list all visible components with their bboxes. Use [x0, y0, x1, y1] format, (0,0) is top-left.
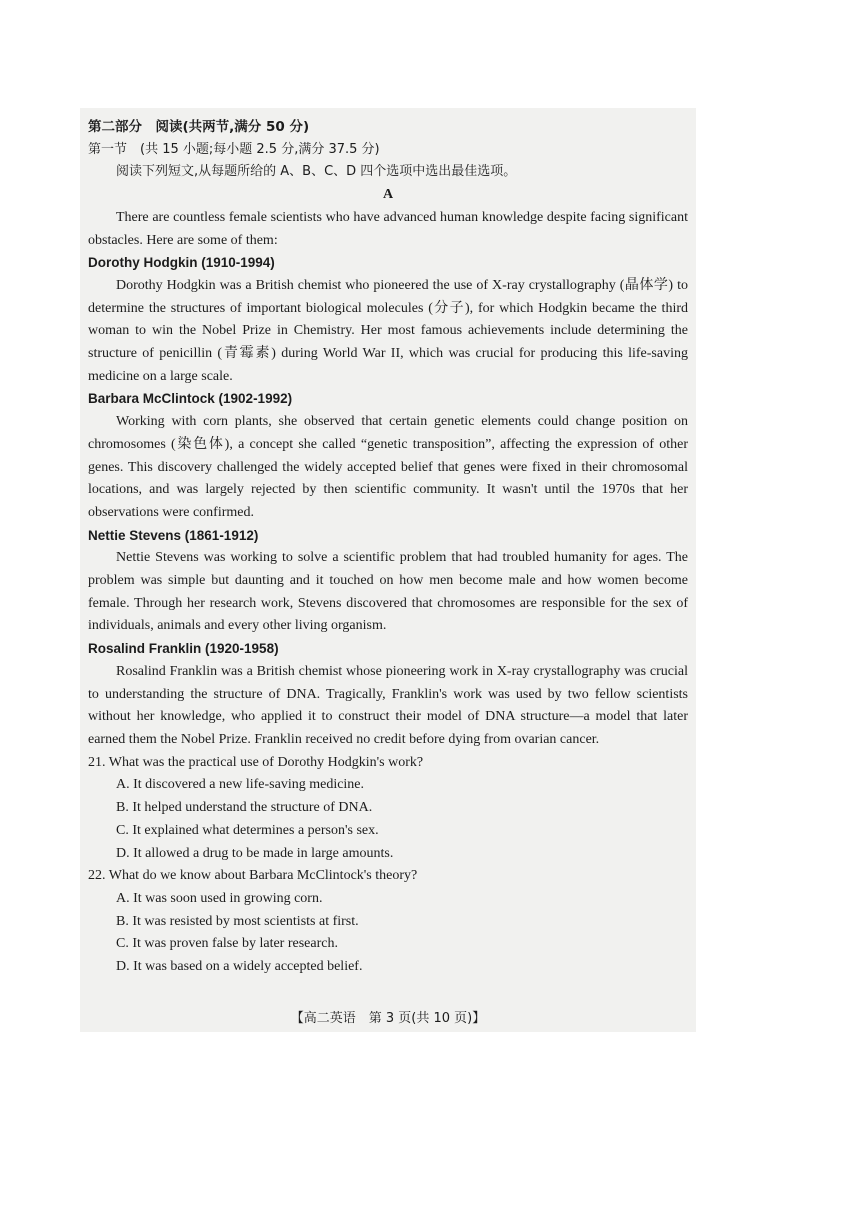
page-footer: 【高二英语 第 3 页(共 10 页)】	[290, 1011, 486, 1026]
scientist-name: Nettie Stevens (1861-1912)	[88, 527, 259, 543]
passage-intro: There are countless female scientists who have advanced human knowledge despite facing significant obstacles. Here are some of them:	[88, 209, 688, 248]
page-content	[88, 116, 688, 979]
answer-option: C. It explained what determines a person's sex.	[116, 822, 379, 838]
scientist-paragraph: Nettie Stevens was working to solve a scientific problem that had troubled humanity for ages. The problem was simple but daunting and it touched on how men become male and how women become female. Through her research work, Stevens discovered that chromosomes are responsible for the sex of individuals, animals and every other living organism.	[88, 550, 688, 634]
scientist-paragraph: Working with corn plants, she observed that certain genetic elements could change position on chromosomes (染色体), a concept she called “genetic transposition”, affecting the expression of other genes. This discovery challenged the widely accepted belief that genes were fixed in their chromosomal locations, and was largely rejected by then scientific community. It wasn't until the 1970s that her observations were confirmed.	[88, 414, 688, 520]
question-stem: 22. What do we know about Barbara McClintock's theory?	[88, 868, 418, 884]
answer-option: B. It was resisted by most scientists at first.	[116, 913, 359, 929]
instruction-text: 阅读下列短文,从每题所给的 A、B、C、D 四个选项中选出最佳选项。	[116, 164, 517, 180]
scientist-paragraph: Dorothy Hodgkin was a British chemist who pioneered the use of X-ray crystallography (晶体学) to determine the structures of important biological molecules (分子), for which Hodgkin became the third woman to win the Nobel Prize in Chemistry. Her most famous achievements include determining the structure of penicillin (青霉素) during World War II, which was crucial for producing this life-saving medicine on a large scale.	[88, 277, 688, 384]
passage-label: A	[382, 187, 394, 203]
part-title: 第二部分 阅读(共两节,满分 50 分)	[88, 119, 310, 135]
answer-option: A. It discovered a new life-saving medicine.	[116, 777, 365, 793]
answer-option: A. It was soon used in growing corn.	[116, 890, 323, 906]
question-stem: 21. What was the practical use of Dorothy Hodgkin's work?	[88, 754, 424, 770]
scientist-paragraph: Rosalind Franklin was a British chemist whose pioneering work in X-ray crystallography was crucial to understanding the structure of DNA. Tragically, Franklin's work was used by two fellow scientists without her knowledge, who applied it to construct their model of DNA structure—a model that later earned them the Nobel Prize. Franklin received no credit before dying from ovarian cancer.	[88, 663, 688, 747]
scientist-name: Barbara McClintock (1902-1992)	[88, 391, 293, 407]
section-heading: 第一节 (共 15 小题;每小题 2.5 分,满分 37.5 分)	[88, 141, 380, 157]
answer-option: D. It was based on a widely accepted belief.	[116, 959, 363, 975]
answer-option: C. It was proven false by later research.	[116, 936, 338, 952]
scientist-name: Rosalind Franklin (1920-1958)	[88, 641, 279, 657]
scientist-name: Dorothy Hodgkin (1910-1994)	[88, 255, 275, 271]
answer-option: D. It allowed a drug to be made in large amounts.	[116, 845, 394, 861]
answer-option: B. It helped understand the structure of DNA.	[116, 800, 373, 816]
